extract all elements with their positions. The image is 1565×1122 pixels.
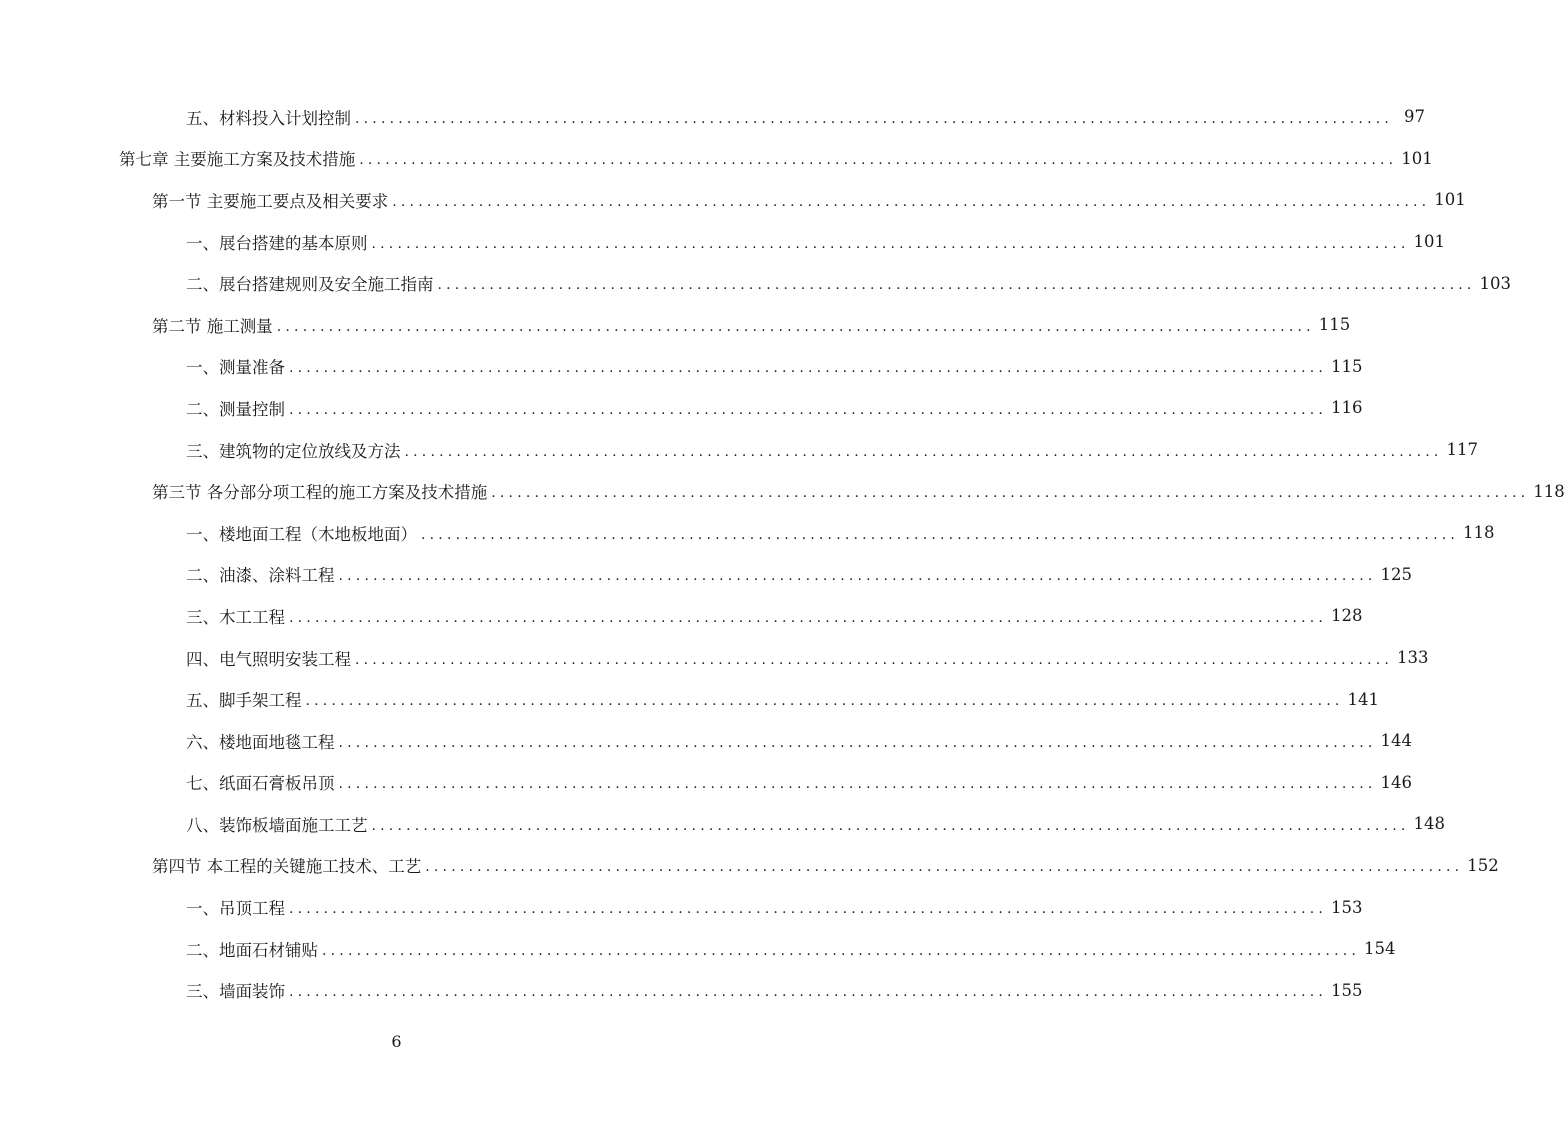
toc-entry[interactable] xyxy=(0,387,1363,429)
toc-entry-page: 141 xyxy=(1347,689,1380,709)
toc-entry-title: 三、建筑物的定位放线及方法 xyxy=(186,441,401,461)
toc-entry-page: 128 xyxy=(1331,606,1363,626)
toc-dot-leader: ........................................................................................................................ xyxy=(338,776,1377,793)
toc-dot-leader: ........................................................................................................................ xyxy=(355,651,1394,668)
toc-entry-page: 152 xyxy=(1467,855,1499,875)
toc-entry[interactable] xyxy=(0,304,1351,346)
toc-entry-title: 三、木工工程 xyxy=(186,607,285,627)
toc-dot-leader: ........................................................................................................................ xyxy=(371,817,1410,834)
toc-entry-page: 101 xyxy=(1413,232,1446,252)
toc-dot-leader: ........................................................................................................................ xyxy=(359,152,1398,169)
toc-entry-title: 一、吊顶工程 xyxy=(186,899,285,919)
toc-entry-title: 一、展台搭建的基本原则 xyxy=(186,233,368,253)
toc-entry[interactable] xyxy=(0,96,1426,138)
toc-entry-page: 118 xyxy=(1533,481,1565,501)
toc-entry[interactable] xyxy=(0,803,1446,845)
toc-entry-page: 146 xyxy=(1380,772,1413,792)
toc-dot-leader: ........................................................................................................................ xyxy=(276,318,1315,335)
toc-dot-leader: ........................................................................................................................ xyxy=(421,526,1460,543)
toc-entry[interactable] xyxy=(0,138,1433,180)
toc-entry-title: 第四节 本工程的关键施工技术、工艺 xyxy=(152,857,422,877)
toc-entry-page: 103 xyxy=(1479,273,1512,293)
toc-dot-leader: ........................................................................................................................ xyxy=(338,734,1377,751)
toc-entry[interactable] xyxy=(0,845,1499,887)
toc-entry-page: 115 xyxy=(1331,356,1363,376)
toc-entry[interactable] xyxy=(0,678,1380,720)
toc-entry-title: 七、纸面石膏板吊顶 xyxy=(186,774,335,794)
toc-entry-page: 155 xyxy=(1331,980,1363,1000)
toc-entry[interactable] xyxy=(0,720,1413,762)
toc-entry-page: 117 xyxy=(1446,440,1479,460)
toc-dot-leader: ........................................................................................................................ xyxy=(322,942,1361,959)
toc-dot-leader: ........................................................................................................................ xyxy=(289,984,1328,1001)
toc-entry[interactable] xyxy=(0,554,1413,596)
toc-entry[interactable] xyxy=(0,179,1466,221)
toc-entry[interactable] xyxy=(0,262,1512,304)
toc-entry-title: 二、测量控制 xyxy=(186,399,285,419)
toc-entry-title: 二、地面石材铺贴 xyxy=(186,940,318,960)
toc-dot-leader: ........................................................................................................................ xyxy=(289,609,1328,626)
toc-entry-title: 第七章 主要施工方案及技术措施 xyxy=(119,150,356,170)
toc-dot-leader: ........................................................................................................................ xyxy=(491,485,1530,502)
toc-dot-leader: ........................................................................................................................ xyxy=(289,901,1328,918)
toc-entry-page: 118 xyxy=(1463,523,1495,543)
toc-entry-page: 101 xyxy=(1434,190,1466,210)
toc-entry[interactable] xyxy=(0,512,1495,554)
toc-entry-title: 五、材料投入计划控制 xyxy=(186,108,351,128)
toc-entry[interactable] xyxy=(0,470,1565,512)
toc-entry[interactable] xyxy=(0,762,1413,804)
toc-entry[interactable] xyxy=(0,637,1429,679)
toc-entry-title: 一、测量准备 xyxy=(186,358,285,378)
toc-entry-title: 四、电气照明安装工程 xyxy=(186,649,351,669)
toc-entry[interactable] xyxy=(0,346,1363,388)
toc-entry-title: 八、装饰板墙面施工工艺 xyxy=(186,815,368,835)
toc-entry[interactable] xyxy=(0,969,1363,1011)
toc-entry-page: 125 xyxy=(1380,564,1413,584)
toc-entry-title: 六、楼地面地毯工程 xyxy=(186,732,335,752)
toc-dot-leader: ........................................................................................................................ xyxy=(289,360,1328,377)
toc-entry-title: 第二节 施工测量 xyxy=(152,316,273,336)
toc-entry-title: 三、墙面装饰 xyxy=(186,982,285,1002)
toc-dot-leader: ........................................................................................................................ xyxy=(404,443,1443,460)
toc-dot-leader: ........................................................................................................................ xyxy=(289,401,1328,418)
toc-entry-page: 153 xyxy=(1331,897,1363,917)
toc-dot-leader: ........................................................................................................................ xyxy=(425,859,1464,876)
table-of-contents xyxy=(0,96,1565,1011)
toc-entry-title: 二、油漆、涂料工程 xyxy=(186,566,335,586)
toc-dot-leader: ........................................................................................................................ xyxy=(305,693,1344,710)
toc-entry-title: 第一节 主要施工要点及相关要求 xyxy=(152,191,389,211)
toc-entry-page: 101 xyxy=(1401,148,1433,168)
toc-entry-title: 二、展台搭建规则及安全施工指南 xyxy=(186,275,434,295)
toc-entry[interactable] xyxy=(0,221,1446,263)
toc-entry[interactable] xyxy=(0,595,1363,637)
toc-dot-leader: ........................................................................................................................ xyxy=(355,110,1394,127)
toc-entry-title: 五、脚手架工程 xyxy=(186,691,302,711)
toc-dot-leader: ........................................................................................................................ xyxy=(392,193,1431,210)
toc-dot-leader: ........................................................................................................................ xyxy=(437,277,1476,294)
toc-entry-page: 144 xyxy=(1380,731,1413,751)
toc-entry-page: 148 xyxy=(1413,814,1446,834)
toc-dot-leader: ........................................................................................................................ xyxy=(371,235,1410,252)
toc-entry-page: 154 xyxy=(1364,939,1396,959)
toc-entry-page: 115 xyxy=(1318,315,1351,335)
toc-entry[interactable] xyxy=(0,928,1396,970)
toc-entry[interactable] xyxy=(0,429,1479,471)
toc-entry-title: 一、楼地面工程（木地板地面） xyxy=(186,524,417,544)
toc-entry-page: 116 xyxy=(1331,398,1363,418)
toc-entry[interactable] xyxy=(0,886,1363,928)
toc-entry-title: 第三节 各分部分项工程的施工方案及技术措施 xyxy=(152,483,488,503)
toc-entry-page: 133 xyxy=(1397,648,1429,668)
toc-dot-leader: ........................................................................................................................ xyxy=(338,568,1377,585)
toc-entry-page: 97 xyxy=(1404,107,1426,127)
page-number: 6 xyxy=(391,1032,402,1051)
